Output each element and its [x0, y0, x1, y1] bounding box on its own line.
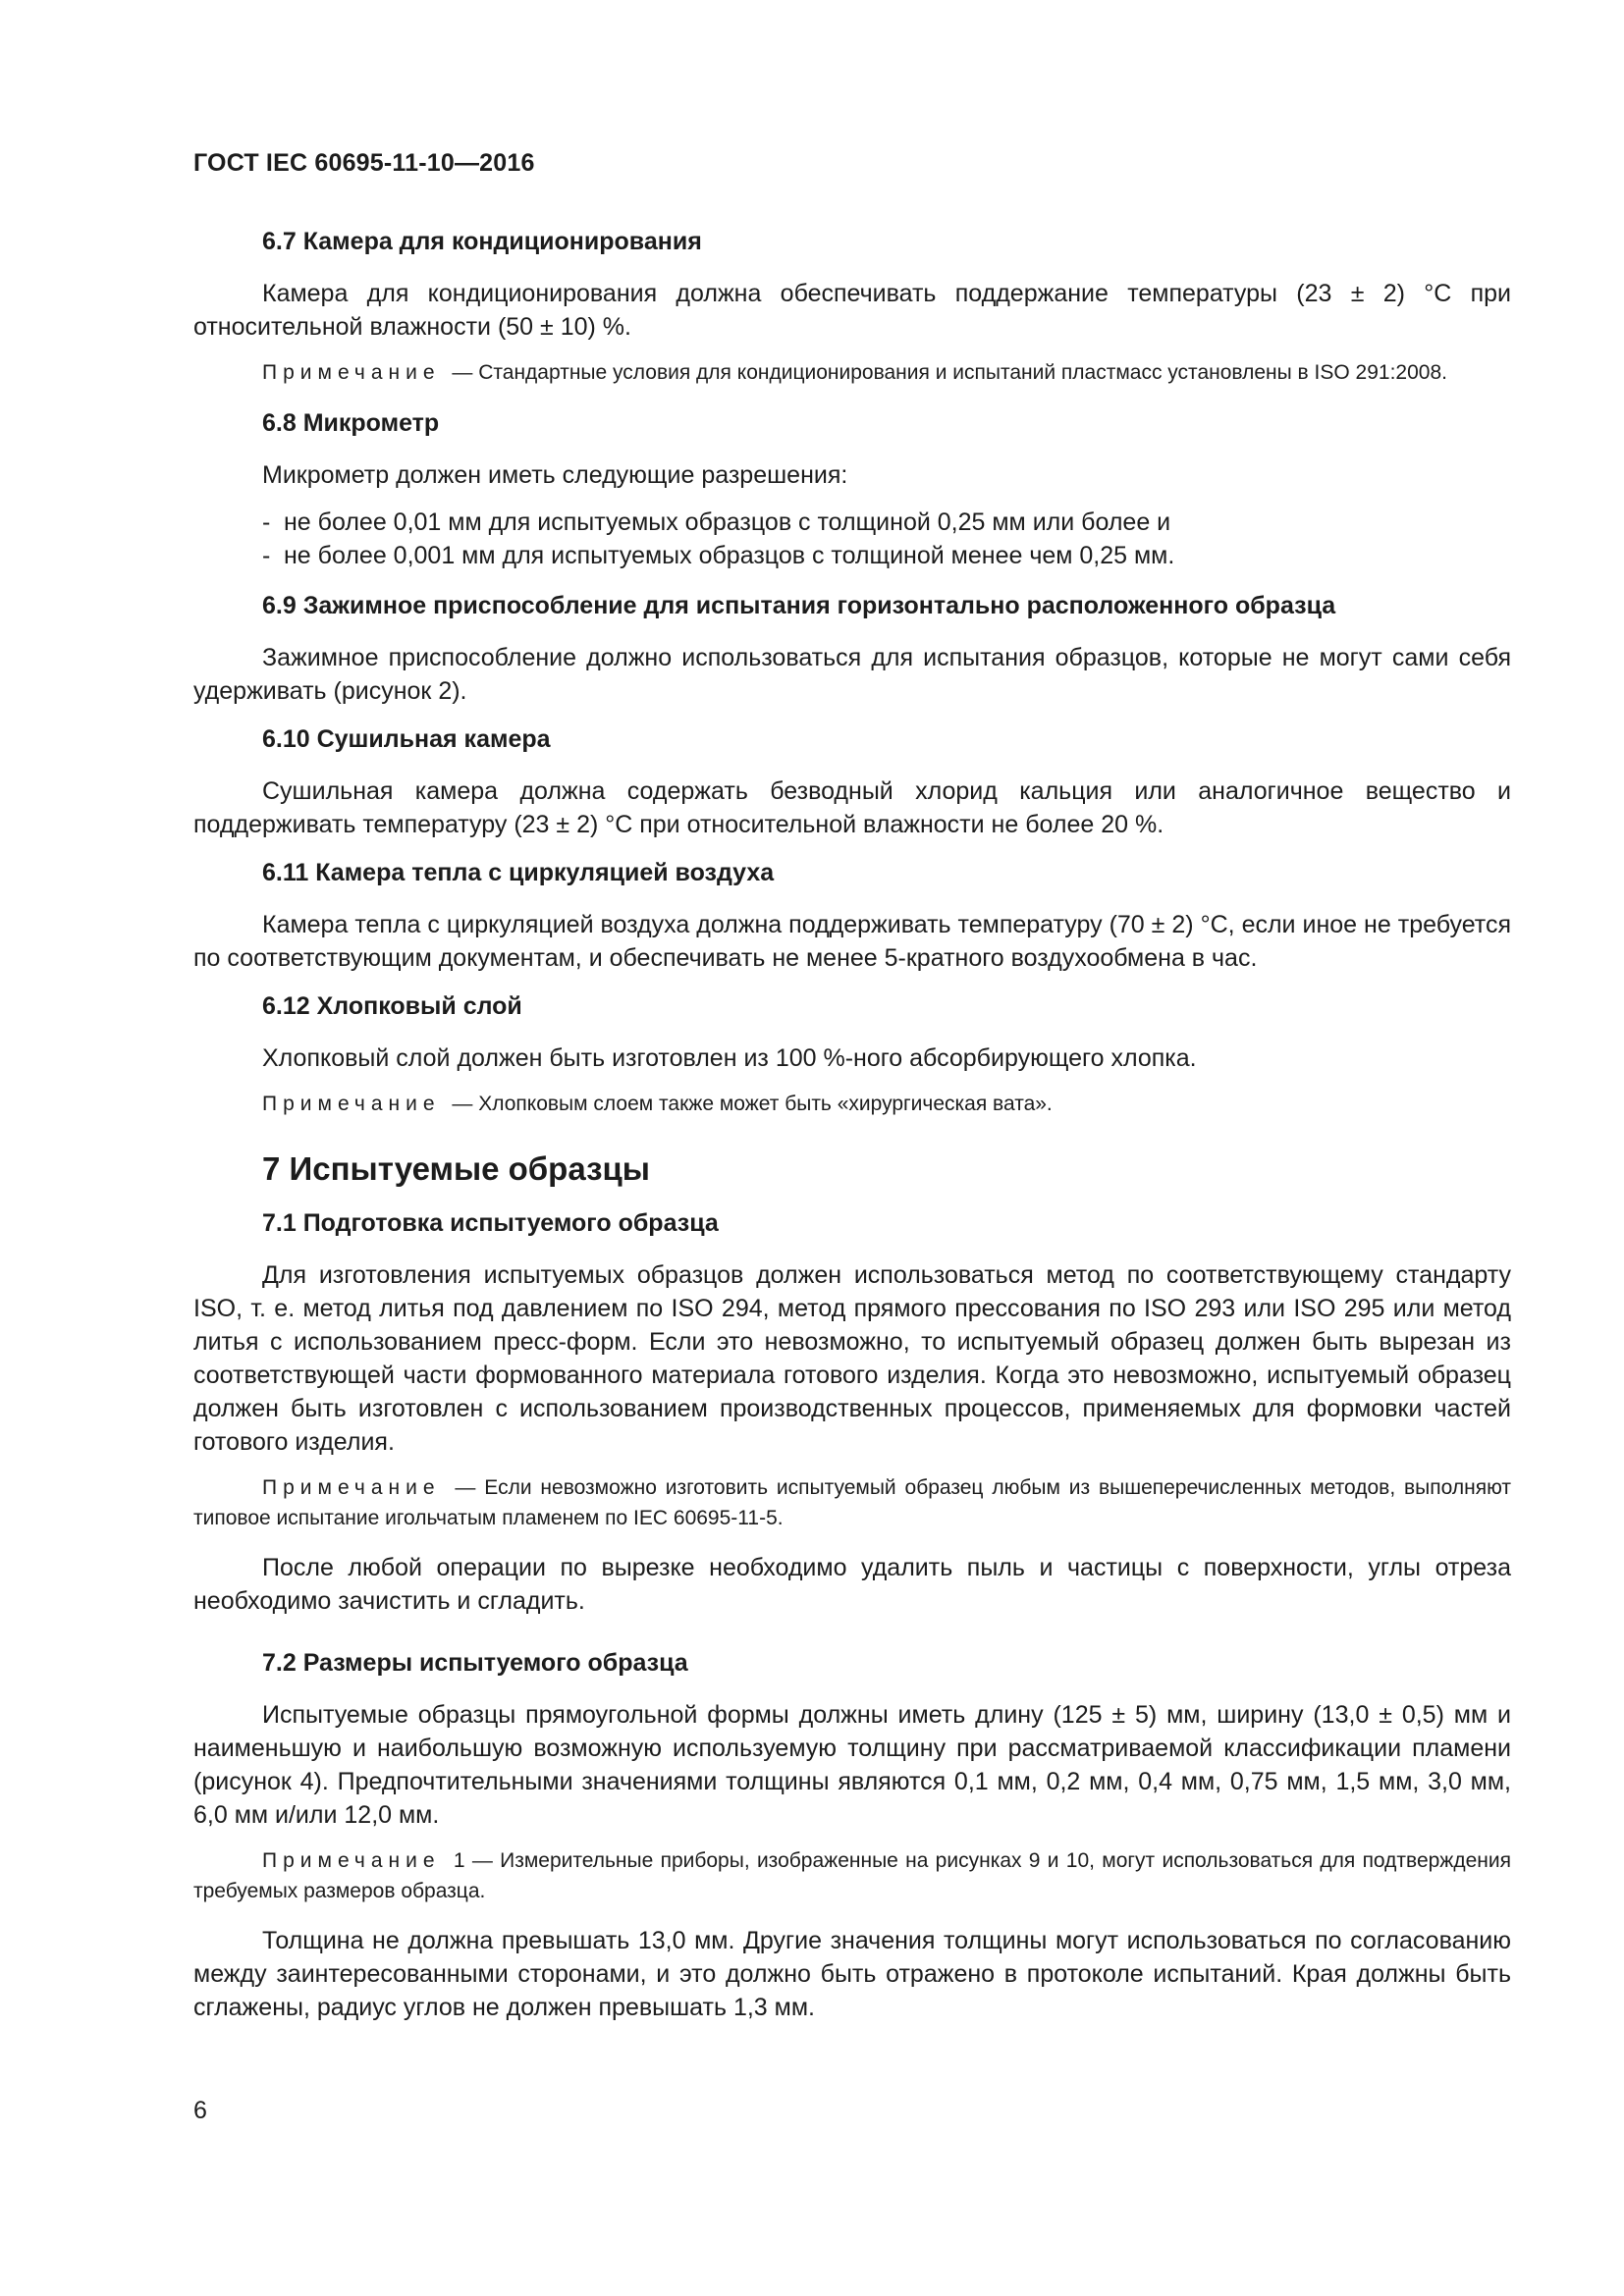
paragraph-7-1-b: После любой операции по вырезке необходимо удалить пыль и частицы с поверхности, углы отреза необходимо зачистить и сгладить. — [193, 1554, 1511, 1615]
resolution-list — [193, 506, 1511, 572]
heading-6-11: 6.11 Камера тепла с циркуляцией воздуха — [262, 859, 775, 886]
note-text: 1 — Измерительные приборы, изображенные на рисунках 9 и 10, могут использоваться для подтверждения требуемых размеров образца. — [193, 1849, 1511, 1902]
paragraph-6-9: Зажимное приспособление должно использоваться для испытания образцов, которые не могут сами себя удерживать (рисунок 2). — [193, 644, 1511, 705]
document-code-header: ГОСТ IEC 60695-11-10—2016 — [193, 149, 535, 177]
paragraph-6-8-intro: Микрометр должен иметь следующие разрешения: — [262, 461, 848, 489]
note-label: Примечание — [262, 361, 441, 384]
note-label: Примечание — [262, 1476, 441, 1499]
note-6-7 — [193, 357, 1511, 388]
heading-6-12: 6.12 Хлопковый слой — [262, 992, 522, 1020]
heading-6-10: 6.10 Сушильная камера — [262, 725, 551, 753]
note-text: — Если невозможно изготовить испытуемый образец любым из вышеперечисленных методов, выполняют типовое испытание игольчатым пламенем по IEC 60695-11-5. — [193, 1476, 1511, 1529]
paragraph-7-2-a: Испытуемые образцы прямоугольной формы должны иметь длину (125 ± 5) мм, ширину (13,0 ± 0,5) мм и наименьшую и наибольшую возможную используемую толщину при рассматриваемой классификации пламени (рисунок 4). Предпочтительными значениями толщины являются 0,1 мм, 0,2 мм, 0,4 мм, 0,75 мм, 1,5 мм, 3,0 мм, 6,0 мм и/или 12,0 мм. — [193, 1701, 1511, 1829]
heading-6-8: 6.8 Микрометр — [262, 409, 440, 437]
heading-7-2: 7.2 Размеры испытуемого образца — [262, 1649, 688, 1677]
page-content — [193, 224, 1511, 2038]
list-item: - не более 0,001 мм для испытуемых образцов с толщиной менее чем 0,25 мм. — [262, 542, 1175, 569]
paragraph-7-1-a: Для изготовления испытуемых образцов должен использоваться метод по соответствующему стандарту ISO, т. е. метод литья под давлением по ISO 294, метод прямого прессования по ISO 293 или ISO 295 или метод литья с использованием пресс-форм. Если это невозможно, то испытуемый образец должен быть вырезан из соответствующей части формованного материала готового изделия. Когда это невозможно, испытуемый образец должен быть изготовлен с использованием производственных процессов, применяемых для формовки частей готового изделия. — [193, 1261, 1511, 1456]
note-6-12 — [193, 1089, 1511, 1119]
list-item: - не более 0,01 мм для испытуемых образцов с толщиной 0,25 мм или более и — [262, 508, 1171, 536]
paragraph-6-12: Хлопковый слой должен быть изготовлен из 100 %-ного абсорбирующего хлопка. — [262, 1044, 1197, 1072]
section-7-title: 7 Испытуемые образцы — [262, 1150, 650, 1187]
note-text: — Стандартные условия для кондиционирования и испытаний пластмасс установлены в ISO 291:2008. — [446, 361, 1447, 384]
heading-7-1: 7.1 Подготовка испытуемого образца — [262, 1209, 719, 1237]
page-number: 6 — [193, 2097, 207, 2124]
heading-6-9: 6.9 Зажимное приспособление для испытания горизонтально расположенного образца — [262, 592, 1336, 619]
list-item-text: не более 0,01 мм для испытуемых образцов с толщиной 0,25 мм или более и — [284, 508, 1171, 536]
note-text: — Хлопковым слоем также может быть «хирургическая вата». — [446, 1093, 1053, 1115]
note-label: Примечание — [262, 1093, 441, 1115]
list-item-text: не более 0,001 мм для испытуемых образцов с толщиной менее чем 0,25 мм. — [284, 542, 1175, 569]
paragraph-6-11: Камера тепла с циркуляцией воздуха должна поддерживать температуру (70 ± 2) °С, если иное не требуется по соответствующим документам, и обеспечивать не менее 5-кратного воздухообмена в час. — [193, 911, 1511, 972]
note-7-2 — [193, 1845, 1511, 1906]
note-label: Примечание — [262, 1849, 441, 1872]
note-7-1 — [193, 1472, 1511, 1533]
paragraph-7-2-b: Толщина не должна превышать 13,0 мм. Другие значения толщины могут использоваться по согласованию между заинтересованными сторонами, и это должно быть отражено в протоколе испытаний. Края должны быть сглажены, радиус углов не должен превышать 1,3 мм. — [193, 1927, 1511, 2021]
paragraph-6-7: Камера для кондиционирования должна обеспечивать поддержание температуры (23 ± 2) °С при относительной влажности (50 ± 10) %. — [193, 280, 1511, 341]
paragraph-6-10: Сушильная камера должна содержать безводный хлорид кальция или аналогичное вещество и поддерживать температуру (23 ± 2) °С при относительной влажности не более 20 %. — [193, 777, 1511, 838]
heading-6-7: 6.7 Камера для кондиционирования — [262, 228, 702, 255]
